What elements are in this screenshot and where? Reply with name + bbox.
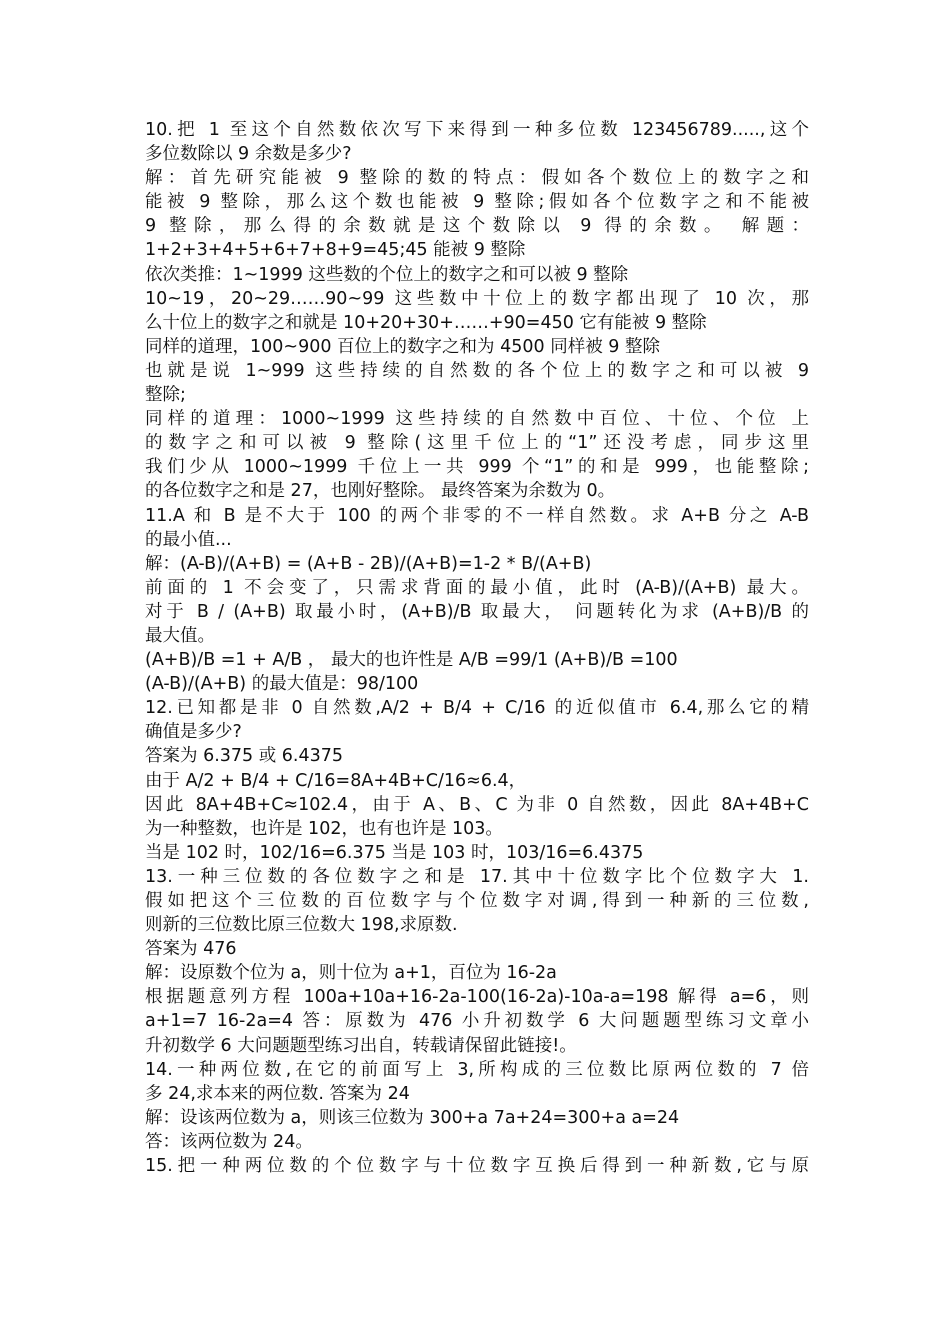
text-line: 确值是多少? [145, 722, 242, 743]
text-line: 12.已知都是非 0 自然数,A/2 + B/4 + C/16 的近似值市 6.4,那么它的精 [145, 698, 809, 719]
text-line: 1+2+3+4+5+6+7+8+9=45;45 能被 9 整除 [145, 240, 526, 261]
text-line: 答案为 476 [145, 939, 237, 960]
text-line: 同样的道理，100~900 百位上的数字之和为 4500 同样被 9 整除 [145, 336, 660, 357]
text-line: 当是 102 时，102/16=6.375 当是 103 时，103/16=6.4375 [145, 842, 644, 863]
text-line: 解：设原数个位为 a，则十位为 a+1，百位为 16-2a [145, 963, 557, 984]
text-line: 整除; [145, 385, 186, 406]
document-body [145, 118, 809, 1178]
text-line: 能被 9 整除，那么这个数也能被 9 整除;假如各个位数字之和不能被 [145, 192, 809, 213]
text-line: 则新的三位数比原三位数大 198,求原数. [145, 915, 458, 936]
text-line: 同样的道理：1000~1999 这些持续的自然数中百位、十位、个位 上 [145, 409, 809, 430]
text-line: 解：(A-B)/(A+B) = (A+B - 2B)/(A+B)=1-2 * B/(A+B) [145, 553, 592, 574]
text-line: 答：该两位数为 24。 [145, 1131, 313, 1152]
text-line: 多 24,求本来的两位数. 答案为 24 [145, 1083, 410, 1104]
text-line: 最大值。 [145, 625, 215, 646]
text-line: 9 整除，那么得的余数就是这个数除以 9 得的余数。 解题： [145, 216, 809, 237]
text-line: 答案为 6.375 或 6.4375 [145, 746, 344, 767]
text-line: 由于 A/2 + B/4 + C/16=8A+4B+C/16≈6.4， [145, 770, 527, 791]
text-line: 依次类推：1~1999 这些数的个位上的数字之和可以被 9 整除 [145, 264, 629, 285]
text-line: 根据题意列方程 100a+10a+16-2a-100(16-2a)-10a-a=198 解得 a=6，则 [145, 987, 809, 1008]
text-line: a+1=7 16-2a=4 答：原数为 476 小升初数学 6 大问题题型练习文章小 [145, 1011, 809, 1032]
text-line: 我们少从 1000~1999 千位上一共 999 个“1”的和是 999，也能整除; [145, 457, 809, 478]
text-line: 对于 B / (A+B) 取最小时，(A+B)/B 取最大， 问题转化为求 (A+B)/B 的 [145, 601, 809, 622]
text-line: 多位数除以 9 余数是多少? [145, 144, 352, 165]
text-line: 假如把这个三位数的百位数字与个位数字对调,得到一种新的三位数, [145, 891, 809, 911]
text-line: 11.A 和 B 是不大于 100 的两个非零的不一样自然数。求 A+B 分之 A-B [145, 505, 809, 526]
text-line: 因此 8A+4B+C≈102.4，由于 A、B、C 为非 0 自然数，因此 8A+4B+C [145, 794, 809, 815]
text-line: 15.把一种两位数的个位数字与十位数字互换后得到一种新数,它与原 [145, 1156, 809, 1177]
text-line: 为一种整数，也许是 102，也有也许是 103。 [145, 818, 503, 839]
text-line: 解：设该两位数为 a，则该三位数为 300+a 7a+24=300+a a=24 [145, 1107, 680, 1128]
text-line: 的最小值... [145, 529, 232, 550]
text-line: (A+B)/B =1 + A/B ， 最大的也许性是 A/B =99/1 (A+B)/B =100 [145, 650, 678, 671]
text-line: 13.一种三位数的各位数字之和是 17.其中十位数字比个位数字大 1. [145, 866, 809, 887]
text-line: 10~19，20~29……90~99 这些数中十位上的数字都出现了 10 次，那 [145, 288, 809, 309]
text-line: 14.一种两位数,在它的前面写上 3,所构成的三位数比原两位数的 7 倍 [145, 1059, 809, 1080]
text-line: 升初数学 6 大问题题型练习出自，转载请保留此链接!。 [145, 1035, 577, 1056]
text-line: 么十位上的数字之和就是 10+20+30+……+90=450 它有能被 9 整除 [145, 312, 707, 333]
text-line: 前面的 1 不会变了，只需求背面的最小值，此时 (A-B)/(A+B) 最大。 [145, 577, 809, 598]
text-line: 的各位数字之和是 27，也刚好整除。 最终答案为余数为 0。 [145, 481, 616, 502]
text-line: 10.把 1 至这个自然数依次写下来得到一种多位数 123456789.....,这个 [145, 120, 809, 140]
text-line: 的数字之和可以被 9 整除(这里千位上的“1”还没考虑，同步这里 [145, 433, 809, 454]
text-line: 解：首先研究能被 9 整除的数的特点：假如各个数位上的数字之和 [145, 168, 809, 189]
text-line: 也就是说 1~999 这些持续的自然数的各个位上的数字之和可以被 9 [145, 360, 809, 381]
text-line: (A-B)/(A+B) 的最大值是：98/100 [145, 674, 419, 695]
